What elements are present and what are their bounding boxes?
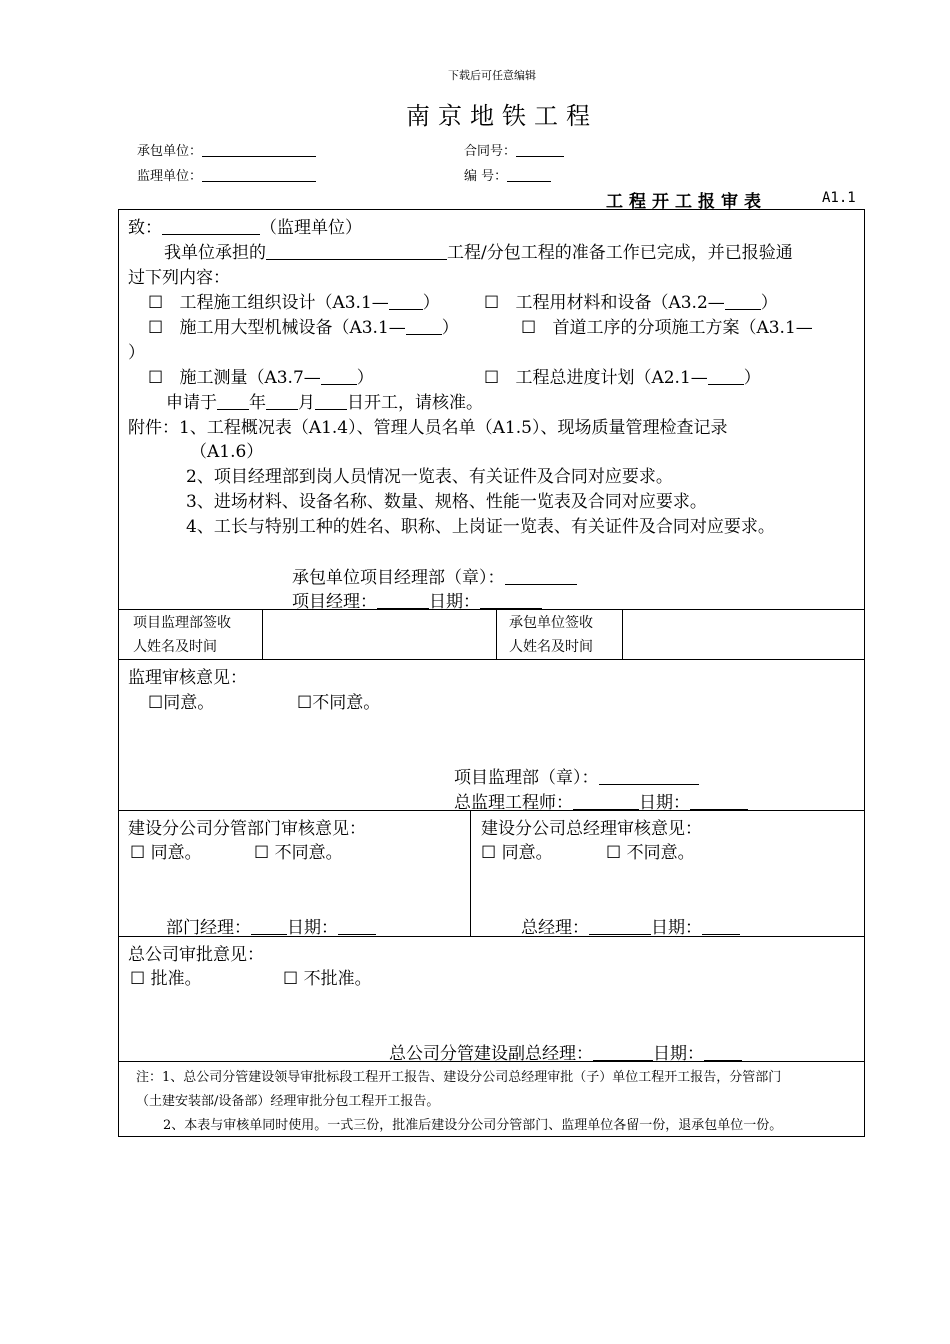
supervision-seal-line: 项目监理部（章）： — [454, 763, 699, 788]
pm-blank[interactable] — [377, 591, 429, 609]
blank[interactable] — [708, 367, 744, 385]
attachment-2: 2、项目经理部到岗人员情况一览表、有关证件及合同对应要求。 — [186, 467, 673, 487]
vp-blank[interactable] — [593, 1043, 653, 1061]
attachment-4: 4、工长与特别工种的姓名、职称、上岗证一览表、有关证件及合同对应要求。 — [186, 517, 775, 537]
gm-blank[interactable] — [589, 917, 651, 935]
checkbox-icon[interactable]: ☐ — [254, 843, 270, 863]
blank[interactable] — [406, 317, 442, 335]
divider — [118, 659, 865, 660]
checkbox-icon[interactable]: ☐ — [130, 843, 146, 863]
divider — [470, 810, 471, 936]
divider — [622, 609, 623, 659]
note-2: 2、本表与审核单同时使用。一式三份，批准后建设分公司分管部门、监理单位各留一份，退承包单位一份。 — [163, 1118, 783, 1133]
date-blank[interactable] — [338, 917, 376, 935]
checkbox-icon[interactable]: ☐ — [148, 318, 164, 338]
statement-b: 工程/分包工程的准备工作已完成，并已报验通 — [447, 243, 793, 263]
statement-line — [164, 238, 793, 263]
serial-no-label: 编 号： — [464, 169, 508, 184]
sign-right-a: 承包单位签收 — [509, 615, 593, 631]
contractor-label: 承包单位： — [137, 144, 203, 159]
branch-gm-heading: 建设分公司总经理审核意见： — [481, 819, 702, 839]
divider — [262, 609, 263, 659]
checkbox-icon[interactable]: ☐ — [521, 318, 537, 338]
blank[interactable] — [725, 292, 761, 310]
contractor-seal-line: 承包单位项目经理部（章）： — [292, 563, 577, 588]
contract-no-field[interactable] — [464, 140, 564, 159]
seal-blank[interactable] — [505, 567, 577, 585]
date-blank[interactable] — [702, 917, 740, 935]
item-checkbox-machinery[interactable]: ☐ 施工用大型机械设备（A3.1— ） — [148, 318, 459, 338]
manager-blank[interactable] — [251, 917, 287, 935]
engineer-blank[interactable] — [573, 792, 639, 810]
apply-line: 申请于 年 月 日开工，请核准。 — [166, 393, 483, 413]
seal-blank[interactable] — [599, 767, 699, 785]
supervisor-field[interactable] — [137, 165, 316, 184]
contract-no-label: 合同号： — [464, 144, 517, 159]
checkbox-icon[interactable]: ☐ — [484, 368, 500, 388]
hq-approve[interactable]: ☐ 批准。 — [130, 969, 202, 989]
hq-heading: 总公司审批意见： — [128, 945, 264, 965]
checkbox-icon[interactable]: ☐ — [606, 843, 622, 863]
divider — [496, 609, 497, 659]
branch-dept-disagree[interactable]: ☐ 不同意。 — [254, 843, 343, 863]
top-note: 下载后可任意编辑 — [448, 69, 536, 82]
attachment-3: 3、进场材料、设备名称、数量、规格、性能一览表及合同对应要求。 — [186, 492, 707, 512]
supervision-agree[interactable]: ☐同意。 — [148, 693, 215, 713]
sign-right-b: 人姓名及时间 — [509, 639, 593, 655]
hq-reject[interactable]: ☐ 不批准。 — [283, 969, 372, 989]
date-blank[interactable] — [480, 591, 542, 609]
branch-dept-agree[interactable]: ☐ 同意。 — [130, 843, 202, 863]
item-checkbox-org-design[interactable]: ☐ 工程施工组织设计（A3.1— ） — [148, 293, 440, 313]
addressee-line — [128, 213, 362, 238]
checkbox-icon[interactable]: ☐ — [481, 843, 497, 863]
supervision-disagree[interactable]: ☐不同意。 — [297, 693, 381, 713]
checkbox-icon[interactable]: ☐ — [148, 368, 164, 388]
blank[interactable] — [389, 292, 423, 310]
dept-manager-line: 部门经理： 日期： — [166, 913, 376, 938]
sign-left-a: 项目监理部签收 — [133, 615, 231, 631]
statement-a: 我单位承担的 — [164, 243, 266, 263]
checkbox-icon[interactable]: ☐ — [484, 293, 500, 313]
project-blank[interactable] — [266, 242, 447, 260]
item-checkbox-schedule[interactable]: ☐ 工程总进度计划（A2.1— ） — [484, 368, 761, 388]
item-checkbox-survey[interactable]: ☐ 施工测量（A3.7— ） — [148, 368, 374, 388]
year-blank[interactable] — [217, 392, 249, 410]
checkbox-icon[interactable]: ☐ — [283, 969, 299, 989]
item-end-paren: ） — [128, 343, 145, 363]
attachment-1: 附件：1、工程概况表（A1.4）、管理人员名单（A1.5）、现场质量管理检查记录 — [128, 418, 728, 438]
gm-line: 总经理： 日期： — [521, 913, 740, 938]
serial-no-blank[interactable] — [507, 168, 551, 182]
contract-no-blank[interactable] — [516, 143, 564, 157]
item-checkbox-first-process[interactable]: ☐ 首道工序的分项施工方案（A3.1— — [521, 318, 813, 338]
checkbox-icon[interactable]: ☐ — [148, 293, 164, 313]
checkbox-icon[interactable]: ☐ — [130, 969, 146, 989]
checkbox-icon[interactable]: ☐ — [297, 693, 313, 713]
pm-line: 项目经理： 日期： — [292, 587, 542, 612]
to-suffix: （监理单位） — [260, 218, 362, 238]
blank[interactable] — [321, 367, 357, 385]
note-1b: （土建安装部/设备部）经理审批分包工程开工报告。 — [136, 1094, 440, 1109]
page-title: 南京地铁工程 — [406, 102, 598, 130]
statement-line-2: 过下列内容： — [128, 268, 230, 288]
supervisor-blank[interactable] — [202, 168, 316, 182]
sign-left-b: 人姓名及时间 — [133, 639, 217, 655]
month-blank[interactable] — [266, 392, 298, 410]
contractor-field[interactable] — [137, 140, 316, 159]
contractor-blank[interactable] — [202, 143, 316, 157]
date-blank[interactable] — [704, 1043, 742, 1061]
item-checkbox-materials[interactable]: ☐ 工程用材料和设备（A3.2— ） — [484, 293, 778, 313]
note-1a: 注：1、总公司分管建设领导审批标段工程开工报告、建设分公司总经理审批（子）单位工程开工报告，分管部门 — [136, 1070, 782, 1085]
branch-gm-agree[interactable]: ☐ 同意。 — [481, 843, 553, 863]
supervision-heading: 监理审核意见： — [128, 668, 247, 688]
checkbox-icon[interactable]: ☐ — [148, 693, 164, 713]
addressee-blank[interactable] — [162, 217, 260, 235]
form-title: 工程开工报审表 — [606, 192, 767, 212]
chief-engineer-line: 总监理工程师： 日期： — [454, 788, 748, 813]
serial-no-field[interactable] — [464, 165, 551, 184]
attachment-1b: （A1.6） — [190, 442, 264, 462]
date-blank[interactable] — [690, 792, 748, 810]
hq-vp-line: 总公司分管建设副总经理： 日期： — [389, 1039, 742, 1064]
day-blank[interactable] — [315, 392, 347, 410]
form-code: A1.1 — [822, 190, 856, 206]
to-prefix: 致： — [128, 218, 162, 238]
branch-dept-heading: 建设分公司分管部门审核意见： — [128, 819, 366, 839]
supervisor-label: 监理单位： — [137, 169, 203, 184]
branch-gm-disagree[interactable]: ☐ 不同意。 — [606, 843, 695, 863]
